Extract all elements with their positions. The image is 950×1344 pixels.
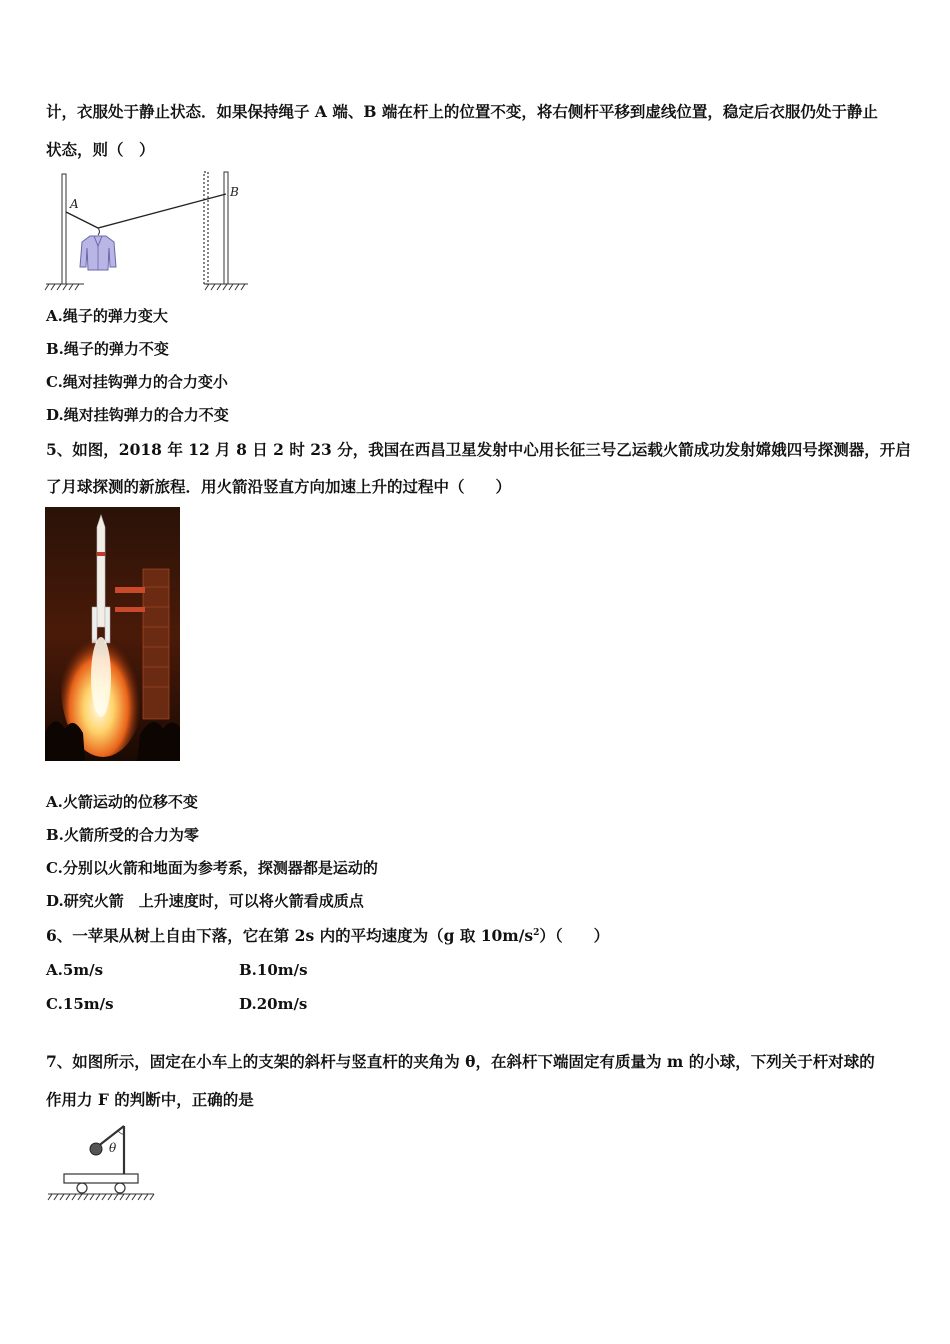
q6-text-sup: 2 [533, 927, 540, 938]
wheel-right [115, 1183, 125, 1193]
cart-rod-figure [46, 1120, 158, 1204]
q4-option-d: D.绳对挂钩弹力的合力不变 [46, 406, 229, 424]
clothesline-figure [44, 168, 250, 294]
q5-option-c: C.分别以火箭和地面为参考系，探测器都是运动的 [46, 859, 378, 877]
ground-left [45, 284, 84, 290]
jacket-icon [80, 236, 116, 270]
q7-text-line2: 作用力 F 的判断中，正确的是 [46, 1090, 254, 1109]
q7-text-line1: 7、如图所示，固定在小车上的支架的斜杆与竖直杆的夹角为 θ，在斜杆下端固定有质量为 m 的小球，下列关于杆对球的 [46, 1052, 875, 1071]
left-pole [62, 174, 66, 284]
q5-text-line1: 5、如图，2018 年 12 月 8 日 2 时 23 分，我国在西昌卫星发射中心用长征三号乙运载火箭成功发射嫦娥四号探测器，开启 [46, 440, 911, 459]
launch-tower [143, 569, 169, 719]
q4-option-b: B.绳子的弹力不变 [46, 340, 169, 358]
q6-text-main: 6、一苹果从树上自由下落，它在第 2s 内的平均速度为（g 取 10m/s [46, 926, 534, 945]
q6-option-b: B.10m/s [239, 961, 308, 979]
ground [48, 1194, 154, 1200]
q5-option-a: A.火箭运动的位移不变 [46, 793, 198, 811]
wheel-left [77, 1183, 87, 1193]
q4-text-line1: 计，衣服处于静止状态．如果保持绳子 A 端、B 端在杆上的位置不变，将右侧杆平移到虚线位置，稳定后衣服仍处于静止 [46, 102, 878, 121]
ground-right [204, 284, 248, 290]
q5-text-line2: 了月球探测的新旅程．用火箭沿竖直方向加速上升的过程中（ ） [46, 477, 512, 496]
dashed-pole [204, 172, 208, 284]
q6-text [46, 926, 609, 946]
q6-option-c: C.15m/s [46, 995, 114, 1013]
q6-option-a: A.5m/s [46, 961, 104, 979]
q6-option-d: D.20m/s [239, 995, 308, 1013]
rocket-launch-photo [45, 507, 180, 761]
q4-option-c: C.绳对挂钩弹力的合力变小 [46, 373, 228, 391]
ball [90, 1143, 102, 1155]
angle-label: θ [109, 1141, 117, 1155]
q6-text-end: ）（ ） [539, 926, 610, 945]
label-b: B [230, 185, 239, 199]
rope [66, 194, 226, 228]
q5-option-d: D.研究火箭 上升速度时，可以将火箭看成质点 [46, 892, 364, 910]
right-pole [224, 172, 228, 284]
label-a: A [70, 197, 79, 211]
q4-text-line2: 状态，则（ ） [46, 140, 155, 159]
cart-body [64, 1174, 138, 1183]
q5-option-b: B.火箭所受的合力为零 [46, 826, 199, 844]
q4-option-a: A.绳子的弹力变大 [46, 307, 168, 325]
